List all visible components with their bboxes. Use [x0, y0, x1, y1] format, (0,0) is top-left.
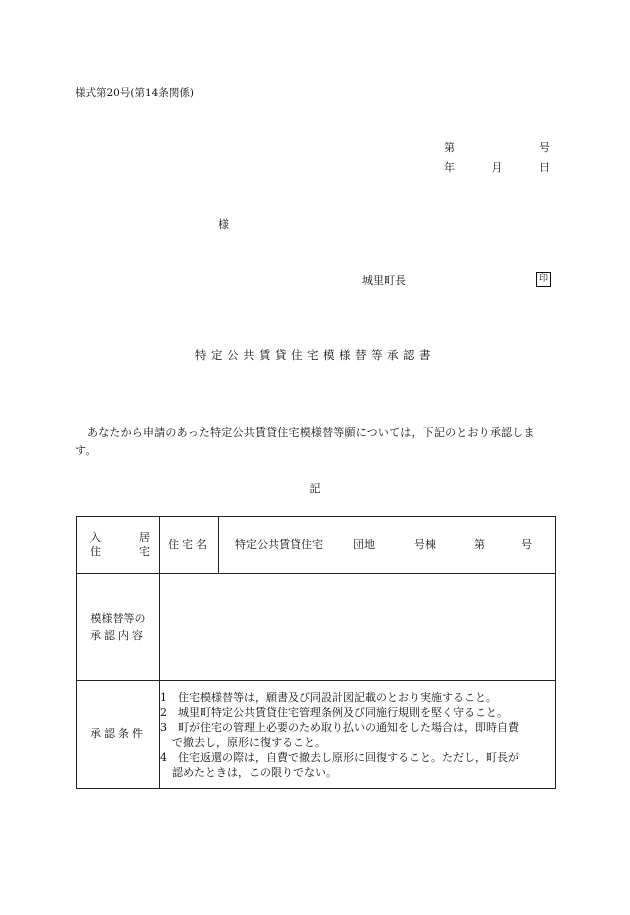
approval-content-label [77, 574, 160, 681]
issuer-name: 城里町長 [362, 274, 406, 287]
label-char: 居 [139, 530, 150, 544]
doc-number-suffix: 号 [539, 141, 550, 154]
resident-house-label [77, 517, 160, 574]
date-month: 月 [491, 161, 503, 174]
issue-date [444, 161, 550, 181]
approval-content-value [160, 574, 556, 681]
body-text: あなたから申請のあった特定公共賃貸住宅模様替等願については，下記のとおり承認します。 [75, 426, 535, 457]
date-year: 年 [444, 161, 455, 174]
document-number-date [444, 141, 550, 181]
list-item: 4 住宅返還の際は，自費で撤去し原形に回復すること。ただし，町長が [160, 750, 519, 764]
seal-mark: 印 [536, 272, 551, 287]
list-item-continuation: で撤去し，原形に復すること。 [172, 735, 326, 749]
house-type: 特定公共賃貸住宅 [235, 537, 323, 551]
document-number [444, 141, 550, 161]
approval-table [76, 516, 556, 789]
goto-label: 号棟 [414, 537, 436, 551]
date-day: 日 [539, 161, 550, 174]
addressee-suffix: 様 [218, 218, 229, 231]
danchi-label: 団地 [353, 537, 375, 551]
list-item-continuation: 認めたときは，この限りでない。 [172, 765, 337, 779]
approval-conditions-list [160, 681, 556, 789]
table-row-residence [77, 517, 556, 574]
label-char: 入 [90, 530, 101, 544]
label-char: 住 [90, 545, 101, 558]
list-item: 3 町が住宅の管理上必要のため取り払いの通知をした場合は，即時自費 [160, 720, 519, 734]
ki-heading: 記 [309, 482, 321, 495]
table-row-content [77, 574, 556, 681]
house-name-label: 住宅名 [160, 517, 219, 574]
list-item: 1 住宅模様替等は，願書及び同設計図記載のとおり実施すること。 [160, 690, 497, 704]
table-row-conditions [77, 681, 556, 789]
label-line: 模様替等の [90, 612, 146, 625]
label-line: 承認内容 [90, 629, 146, 642]
doc-number-prefix: 第 [444, 141, 455, 154]
house-name-value-cell [219, 517, 556, 574]
dai-label: 第 [474, 537, 485, 551]
document-title: 特定公共賃貸住宅模様替等承認書 [195, 348, 435, 362]
go-label: 号 [521, 537, 532, 551]
form-number: 様式第20号(第14条関係) [75, 87, 194, 99]
approval-conditions-label: 承認条件 [77, 681, 160, 789]
label-char: 宅 [139, 545, 150, 558]
list-item: 2 城里町特定公共賃貸住宅管理条例及び同施行規則を堅く守ること。 [160, 705, 508, 719]
